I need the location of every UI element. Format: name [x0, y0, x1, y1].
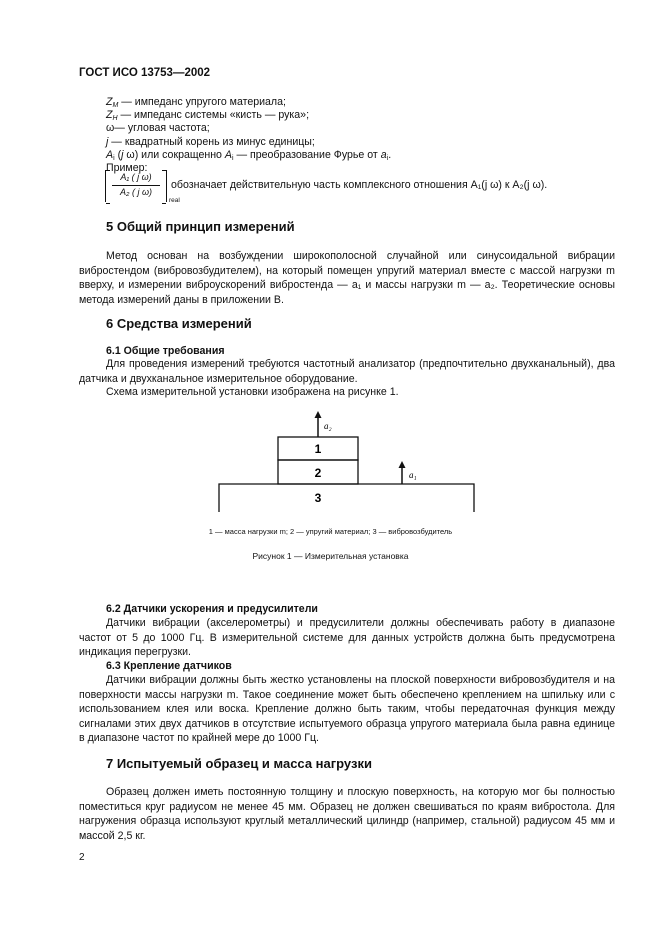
- definition-zh: $Z_H$ — импеданс системы «кисть — рука»;: [106, 109, 310, 123]
- symbol-definitions: [106, 96, 606, 175]
- subsection-6-2-paragraph: Датчики вибрации (акселерометры) и предусилители должны обеспечивать работу в диапазоне частот от 5 до 1000 Гц. В измерительной системе для данных устройств должна быть предусмотрена индикация перегрузки.: [79, 617, 615, 658]
- formula-description: обозначает действительную часть комплексного отношения A₁(j ω) к A₂(j ω).: [171, 179, 548, 191]
- definition-omega: ω— угловая частота;: [106, 122, 210, 135]
- formula-denominator: A₂ ( j ω): [120, 187, 152, 197]
- figure-caption: Рисунок 1 — Измерительная установка: [252, 551, 409, 561]
- label-block-1: 1: [314, 442, 322, 456]
- page-number: 2: [79, 852, 85, 863]
- subsection-6-1-paragraph: Для проведения измерений требуются частотный анализатор (предпочтительно двухканальный), два датчика и двухканальное измерительное оборудование.: [79, 358, 615, 385]
- arrow-a2: [315, 411, 322, 437]
- definition-fourier: $A_i$ (j ω) или сокращенно $A_i$ — преобразование Фурье от $a_i$.: [106, 148, 392, 162]
- definition-j: j — квадратный корень из минус единицы;: [106, 135, 315, 148]
- label-a2: a₂: [324, 421, 332, 431]
- arrow-a1: [399, 461, 406, 484]
- formula-bracket: [105, 170, 167, 202]
- formula-subscript: real: [169, 197, 180, 204]
- figure-legend: 1 — масса нагрузки m; 2 — упругий материал; 3 — вибровозбудитель: [208, 527, 453, 536]
- subsection-6-3-paragraph: Датчики вибрации должны быть жестко установлены на плоской поверхности вибровозбудителя и на поверхности массы нагрузки m. Такое соединение может быть обеспечено креплением на шпильку или с использованием клея или воска. Крепление должно быть таким, чтобы передаточная функция между сигналами этих двух датчиков в отсутствие испытуемого образца упругого материала была равна единице в диапазоне частот по крайней мере до 1000 Гц.: [79, 674, 615, 744]
- section-6-heading: 6 Средства измерений: [106, 316, 252, 331]
- subsection-6-2-heading: 6.2 Датчики ускорения и предусилители: [106, 603, 318, 615]
- figure-reference: Схема измерительной установки изображена на рисунке 1.: [106, 386, 399, 398]
- label-block-2: 2: [314, 466, 322, 480]
- formula-numerator: A₁ ( j ω): [120, 172, 152, 182]
- subsection-6-1-heading: 6.1 Общие требования: [106, 345, 225, 357]
- example-label: Пример:: [106, 161, 148, 174]
- measurement-setup-figure: [0, 405, 661, 517]
- section-5-paragraph: Метод основан на возбуждении широкополосной случайной или синусоидальной вибрации вибростендом (вибровозбудителем), на который помещен упругий материал вместе с массой нагрузки m вверху, и измерении виброускорений вибростенда — a₁ и массы нагрузки m — a₂. Теоретические основы метода измерений даны в приложении В.: [79, 250, 615, 306]
- label-block-3: 3: [314, 491, 322, 505]
- definition-zm: $Z_M$ — импеданс упругого материала;: [106, 96, 286, 109]
- label-a1: a₁: [409, 470, 417, 480]
- section-7-heading: 7 Испытуемый образец и масса нагрузки: [106, 756, 372, 771]
- example-formula: [105, 170, 625, 206]
- vibration-exciter: [219, 484, 474, 512]
- document-header: ГОСТ ИСО 13753—2002: [79, 67, 211, 79]
- section-5-heading: 5 Общий принцип измерений: [106, 219, 295, 234]
- subsection-6-3-heading: 6.3 Крепление датчиков: [106, 660, 232, 672]
- section-7-paragraph: Образец должен иметь постоянную толщину и плоскую поверхность, на которую мог бы полностью поместиться круг радиусом не менее 45 мм. Образец не должен свешиваться по краям вибростола. Для нагружения образца используют круглый металлический цилиндр (например, стальной) радиусом 45 мм и массой 2,5 кг.: [79, 786, 615, 842]
